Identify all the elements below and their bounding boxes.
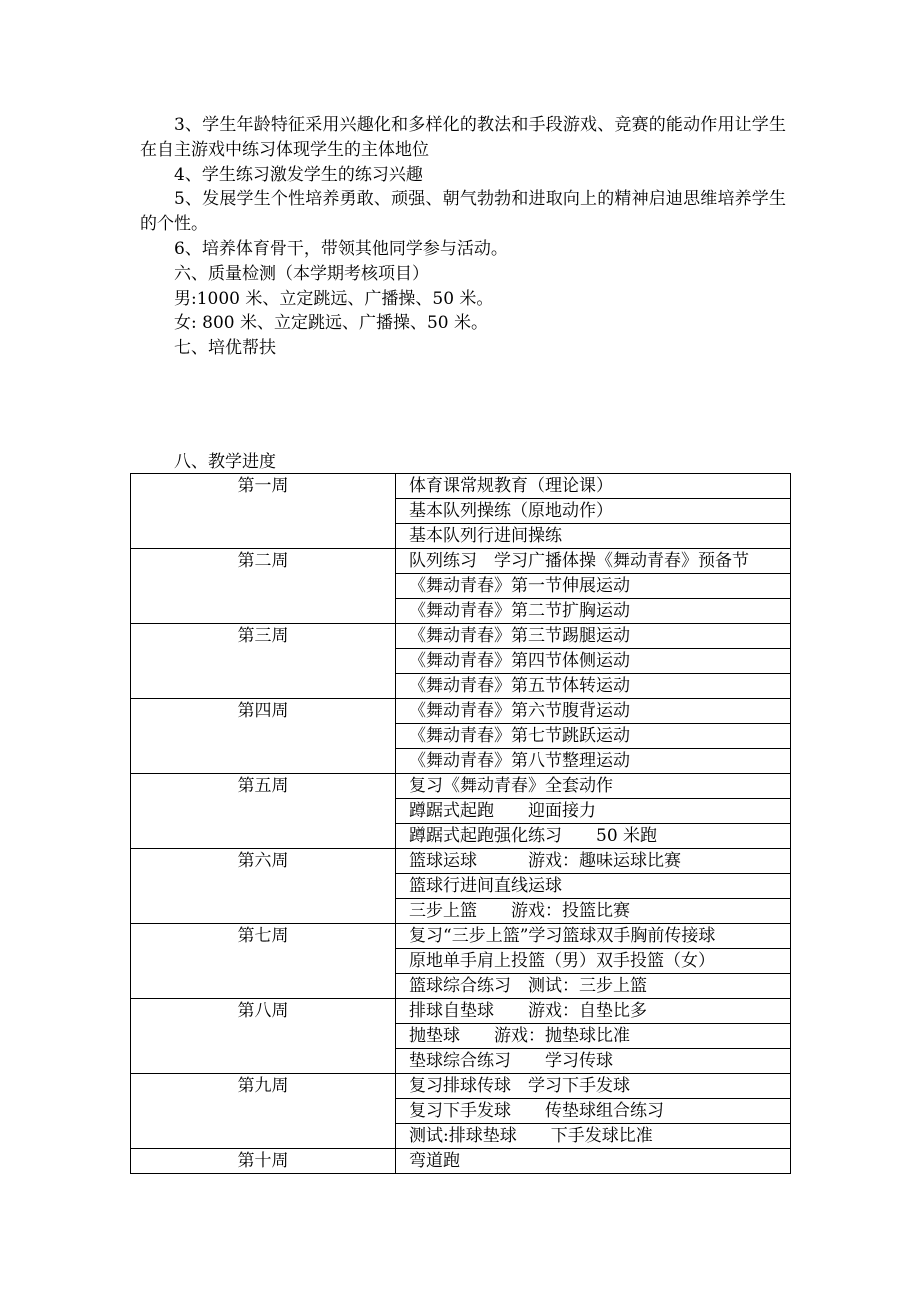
paragraph-item-4: 4、学生练习激发学生的练习兴趣 — [174, 164, 423, 185]
topic-cell: 《舞动青春》第五节体转运动 — [396, 674, 791, 699]
table-row — [131, 1149, 791, 1174]
topic-cell: 复习“三步上篮”学习篮球双手胸前传接球 — [396, 924, 791, 949]
teaching-schedule-table — [130, 473, 791, 1174]
week-cell: 第二周 — [131, 549, 396, 624]
week-cell: 第五周 — [131, 774, 396, 849]
topic-cell: 垫球综合练习 学习传球 — [396, 1049, 791, 1074]
week-cell: 第四周 — [131, 699, 396, 774]
week-cell: 第七周 — [131, 924, 396, 999]
topic-cell: 三步上篮 游戏：投篮比赛 — [396, 899, 791, 924]
week-cell: 第三周 — [131, 624, 396, 699]
table-row — [131, 999, 791, 1024]
topic-cell: 篮球行进间直线运球 — [396, 874, 791, 899]
topic-cell: 抛垫球 游戏：抛垫球比准 — [396, 1024, 791, 1049]
topic-cell: 篮球运球 游戏：趣味运球比赛 — [396, 849, 791, 874]
paragraph-item-6: 6、培养体育骨干，带领其他同学参与活动。 — [174, 238, 508, 259]
table-row — [131, 549, 791, 574]
quality-check-male: 男:1000 米、立定跳远、广播操、50 米。 — [174, 288, 494, 309]
topic-cell: 《舞动青春》第七节跳跃运动 — [396, 724, 791, 749]
table-row — [131, 699, 791, 724]
body-paragraphs — [140, 113, 786, 361]
paragraph-item-5: 5、发展学生个性培养勇敢、顽强、朝气勃勃和进取向上的精神启迪思维培养学生的个性。 — [140, 189, 786, 235]
table-row — [131, 1074, 791, 1099]
topic-cell: 复习《舞动青春》全套动作 — [396, 774, 791, 799]
topic-cell: 蹲踞式起跑 迎面接力 — [396, 799, 791, 824]
week-cell: 第六周 — [131, 849, 396, 924]
topic-cell: 复习排球传球 学习下手发球 — [396, 1074, 791, 1099]
week-cell: 第九周 — [131, 1074, 396, 1149]
topic-cell: 基本队列行进间操练 — [396, 524, 791, 549]
topic-cell: 体育课常规教育（理论课） — [396, 474, 791, 499]
table-row — [131, 624, 791, 649]
week-cell: 第八周 — [131, 999, 396, 1074]
topic-cell: 篮球综合练习 测试：三步上篮 — [396, 974, 791, 999]
topic-cell: 《舞动青春》第一节伸展运动 — [396, 574, 791, 599]
topic-cell: 《舞动青春》第八节整理运动 — [396, 749, 791, 774]
topic-cell: 《舞动青春》第三节踢腿运动 — [396, 624, 791, 649]
section-heading-teaching-schedule: 八、教学进度 — [174, 452, 276, 472]
topic-cell: 《舞动青春》第四节体侧运动 — [396, 649, 791, 674]
topic-cell: 原地单手肩上投篮（男）双手投篮（女） — [396, 949, 791, 974]
topic-cell: 队列练习 学习广播体操《舞动青春》预备节 — [396, 549, 791, 574]
week-cell: 第一周 — [131, 474, 396, 549]
week-cell: 第十周 — [131, 1149, 396, 1174]
topic-cell: 基本队列操练（原地动作） — [396, 499, 791, 524]
topic-cell: 《舞动青春》第二节扩胸运动 — [396, 599, 791, 624]
quality-check-female: 女: 800 米、立定跳远、广播操、50 米。 — [174, 313, 489, 334]
topic-cell: 测试:排球垫球 下手发球比准 — [396, 1124, 791, 1149]
topic-cell: 蹲踞式起跑强化练习 50 米跑 — [396, 824, 791, 849]
table-row — [131, 924, 791, 949]
topic-cell: 排球自垫球 游戏：自垫比多 — [396, 999, 791, 1024]
paragraph-item-3: 3、学生年龄特征采用兴趣化和多样化的教法和手段游戏、竞赛的能动作用让学生在自主游戏中练习体现学生的主体地位 — [140, 115, 786, 160]
topic-cell: 《舞动青春》第六节腹背运动 — [396, 699, 791, 724]
section-heading-quality-check: 六、质量检测（本学期考核项目） — [174, 263, 429, 284]
topic-cell: 弯道跑 — [396, 1149, 791, 1174]
topic-cell: 复习下手发球 传垫球组合练习 — [396, 1099, 791, 1124]
table-row — [131, 849, 791, 874]
table-row — [131, 774, 791, 799]
section-heading-tutoring: 七、培优帮扶 — [174, 338, 276, 359]
table-row — [131, 474, 791, 499]
